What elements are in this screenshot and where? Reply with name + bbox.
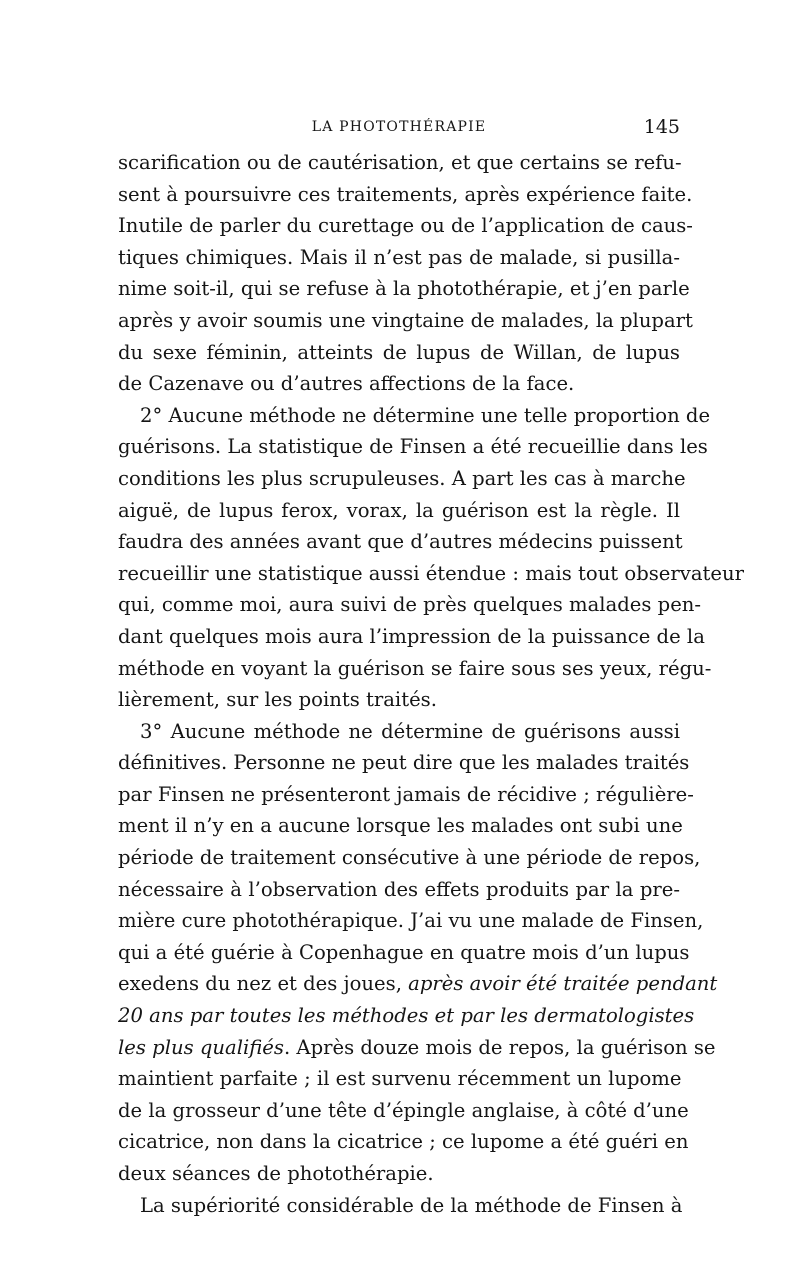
text-line: période de traitement consécutive à une période de repos,: [118, 846, 701, 870]
text-line: ment il n’y en a aucune lorsque les malades ont subi une: [118, 814, 683, 838]
text-line: Inutile de parler du curettage ou de l’application de caus-: [118, 214, 693, 238]
text-line: de la grosseur d’une tête d’épingle anglaise, à côté d’une: [118, 1098, 689, 1122]
text-line: par Finsen ne présenteront jamais de récidive ; régulière-: [118, 782, 694, 806]
text-line: deux séances de photothérapie.: [118, 1162, 434, 1185]
text-line: de Cazenave ou d’autres affections de la face.: [118, 372, 575, 396]
text-line: lièrement, sur les points traités.: [118, 688, 437, 712]
text-line: nime soit-il, qui se refuse à la photothérapie, et j’en parle: [118, 277, 690, 301]
text-line: recueillir une statistique aussi étendue : mais tout observateur: [118, 561, 744, 585]
text-line: méthode en voyant la guérison se faire sous ses yeux, régu-: [118, 656, 712, 680]
text-line: tiques chimiques. Mais il n’est pas de malade, si pusilla-: [118, 245, 680, 269]
text-line: conditions les plus scrupuleuses. A part les cas à marche: [118, 466, 686, 490]
text-line: faudra des années avant que d’autres médecins puissent: [118, 530, 683, 554]
text-line: dant quelques mois aura l’impression de la puissance de la: [118, 624, 705, 648]
text-line: 3° Aucune méthode ne détermine de guérisons aussi: [140, 719, 680, 743]
text-line: exedens du nez et des joues, après avoir été traitée pendant: [118, 972, 718, 996]
text-line: guérisons. La statistique de Finsen a été recueillie dans les: [118, 435, 708, 459]
text-line: qui a été guérie à Copenhague en quatre mois d’un lupus: [118, 940, 690, 964]
text-line: cicatrice, non dans la cicatrice ; ce lupome a été guéri en: [118, 1130, 689, 1154]
page-header: [118, 115, 680, 139]
text-line: du sexe féminin, atteints de lupus de Willan, de lupus: [118, 340, 680, 364]
text-line: aiguë, de lupus ferox, vorax, la guérison est la règle. Il: [118, 498, 680, 522]
text-line: scarification ou de cautérisation, et que certains se refu-: [118, 151, 682, 174]
text-line: maintient parfaite ; il est survenu récemment un lupome: [118, 1067, 682, 1091]
text-line: après y avoir soumis une vingtaine de malades, la plupart: [118, 308, 693, 332]
text-line: mière cure photothérapique. J’ai vu une malade de Finsen,: [118, 909, 704, 933]
page-number: 145: [643, 116, 680, 138]
text-line: 2° Aucune méthode ne détermine une telle proportion de: [140, 403, 711, 427]
text-line: 20 ans par toutes les méthodes et par les dermatologistes: [118, 1004, 695, 1028]
text-line: les plus qualifiés. Après douze mois de repos, la guérison se: [118, 1035, 716, 1059]
text-line: qui, comme moi, aura suivi de près quelques malades pen-: [118, 593, 702, 617]
text-line: La supériorité considérable de la méthode de Finsen à: [140, 1193, 683, 1217]
text-line: définitives. Personne ne peut dire que les malades traités: [118, 751, 690, 775]
text-line: nécessaire à l’observation des effets produits par la pre-: [118, 877, 680, 901]
text-line: sent à poursuivre ces traitements, après expérience faite.: [118, 182, 693, 206]
body-text: [118, 147, 744, 1221]
running-title: LA PHOTOTHÉRAPIE: [311, 119, 487, 135]
